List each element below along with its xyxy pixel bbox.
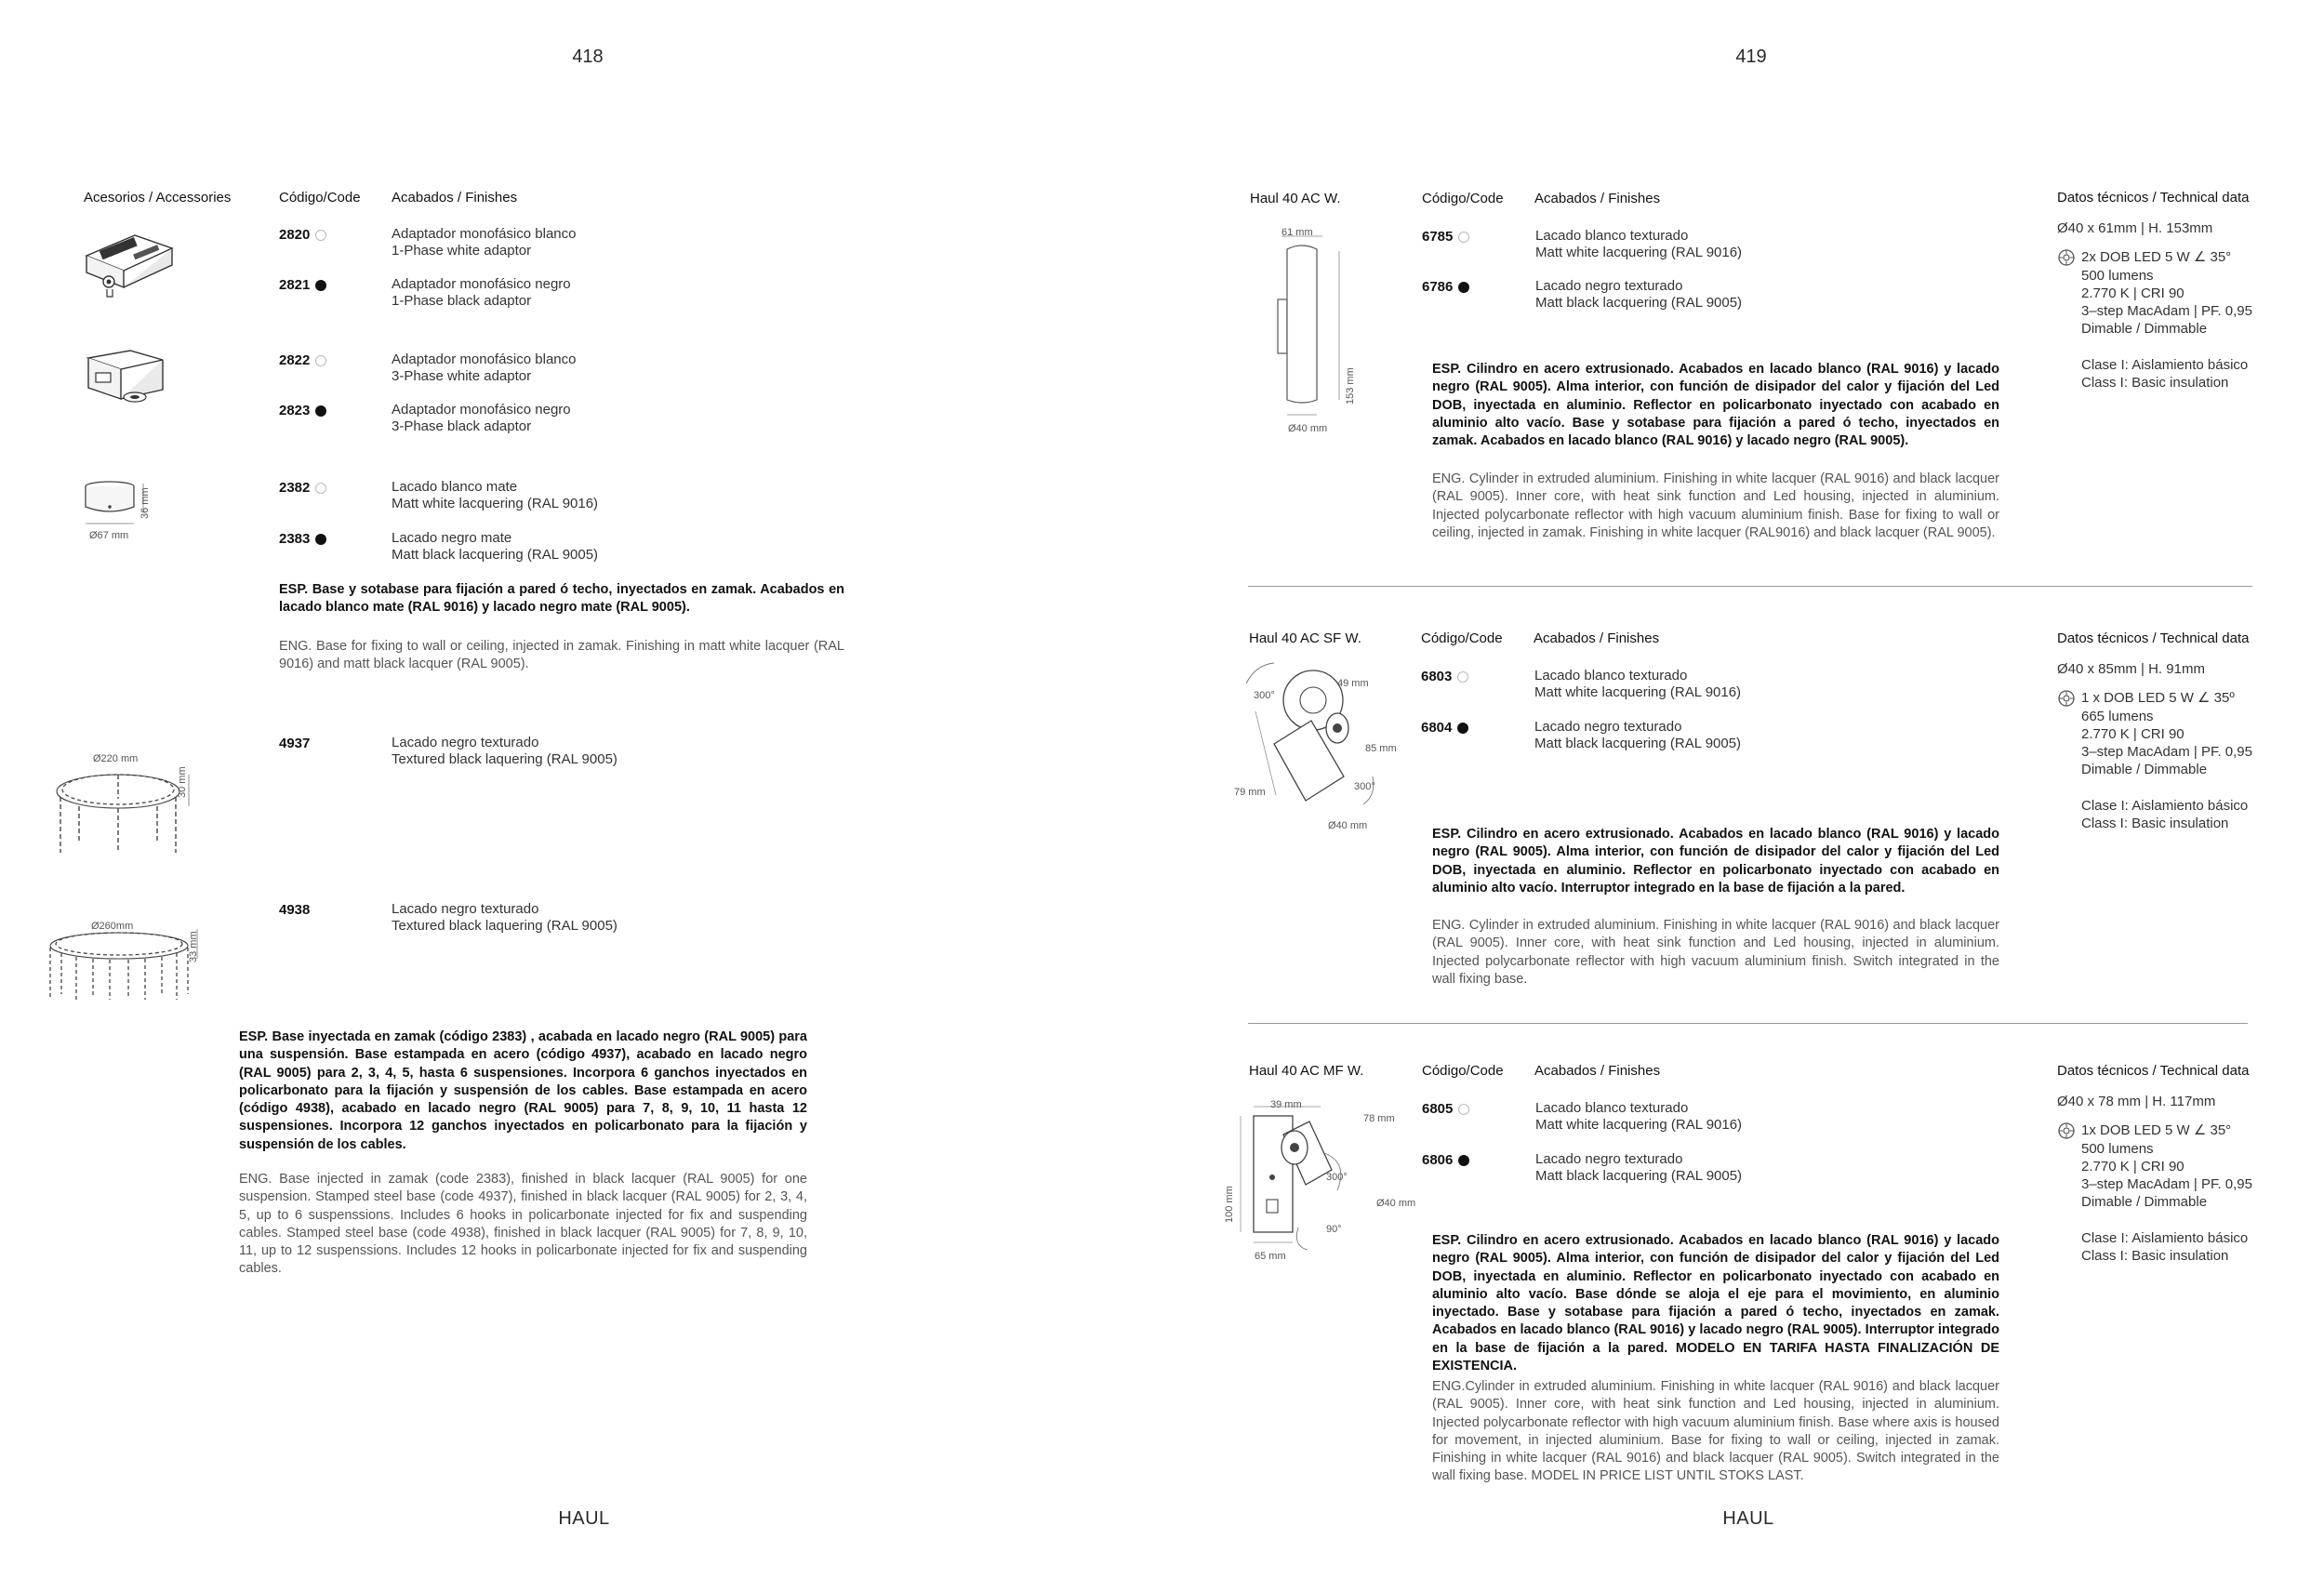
plate-6-diameter-dim: Ø220 mm <box>93 753 139 764</box>
tech-size: Ø40 x 85mm | H. 91mm <box>2057 661 2205 677</box>
finish-6805 <box>1535 1100 1742 1134</box>
finish-en: Matt black lacquering (RAL 9005) <box>1535 295 1743 311</box>
dim-width: 61 mm <box>1282 227 1313 238</box>
finish-es: Adaptador monofásico blanco <box>392 226 577 242</box>
code-value: 6805 <box>1422 1101 1454 1117</box>
code-2821 <box>279 277 326 293</box>
haul-40-ac-w-drawing <box>1265 232 1358 437</box>
plate-12-diameter-dim: Ø260mm <box>91 921 134 932</box>
white-swatch-icon <box>315 230 326 241</box>
code-header: Código/Code <box>1422 191 1504 206</box>
code-value: 2821 <box>279 277 311 293</box>
code-6803 <box>1421 669 1468 684</box>
dim-rotation-2: 90° <box>1326 1224 1342 1235</box>
finish-6803 <box>1534 668 1741 701</box>
code-value: 6803 <box>1421 669 1453 684</box>
code-2823 <box>279 403 326 418</box>
page-number-right: 419 <box>1735 46 1767 67</box>
finish-2382 <box>392 479 598 512</box>
finish-es: Lacado blanco mate <box>392 479 518 495</box>
code-value: 2820 <box>279 227 311 243</box>
dim-height: 100 mm <box>1224 1186 1235 1223</box>
product-1-description-en: ENG. Cylinder in extruded aluminium. Finishing in white lacquer (RAL 9016) and black lacquer (RAL 9005). Inner core, with heat sink function and Led housing, injected in aluminium. Injected polycarbonate reflector with high vacuum aluminium finish. Base for fixing to wall or ceiling, injected in zamak. Finishing in white lacquer (RAL9016) and black lacquer (RAL 9005). <box>1432 471 1999 540</box>
finish-es: Lacado negro texturado <box>392 735 539 750</box>
black-swatch-icon <box>1457 723 1468 734</box>
tech-macadam: 3–step MacAdam | PF. 0,95 <box>2081 1176 2252 1193</box>
tech-lumens: 500 lumens <box>2081 267 2154 284</box>
finishes-header: Acabados / Finishes <box>1534 191 1661 206</box>
base-height-dim: 36 mm <box>139 487 151 519</box>
code-header: Código/Code <box>1422 1063 1504 1079</box>
code-value: 6806 <box>1422 1152 1454 1168</box>
product-2-description-es: ESP. Cilindro en acero extrusionado. Acabados en lacado blanco (RAL 9016) y lacado negro (RAL 9005). Alma interior, con función de disipador del calor y fijación del Led DOB, inyectada en aluminio. Reflector en policarbonato inyectado con acabado en aluminio alto vacío. Interruptor integrado en la base de fijación a la pared. <box>1432 827 1999 896</box>
tech-class-es: Clase I: Aislamiento básico <box>2081 356 2249 373</box>
finish-en: Matt white lacquering (RAL 9016) <box>1535 1117 1743 1133</box>
black-swatch-icon <box>315 280 326 291</box>
section-divider <box>1248 586 2252 587</box>
finish-6785 <box>1535 228 1742 261</box>
finish-6786 <box>1535 278 1742 312</box>
black-swatch-icon <box>315 534 326 545</box>
dim-reach: 78 mm <box>1363 1113 1395 1124</box>
product-name-haul-40-ac-w: Haul 40 AC W. <box>1250 191 1341 206</box>
finish-es: Lacado negro texturado <box>1534 719 1682 735</box>
finish-es: Lacado negro texturado <box>392 901 539 917</box>
tech-led: 2x DOB LED 5 W ∠ 35° <box>2081 249 2232 266</box>
tech-data-haul-40-ac-mf-w <box>2057 1093 2252 1265</box>
tech-header: Datos técnicos / Technical data <box>2057 1063 2250 1079</box>
tech-data-haul-40-ac-w <box>2057 219 2252 391</box>
finishes-header: Acabados / Finishes <box>1534 1063 1661 1079</box>
dim-rotation-1: 300° <box>1254 690 1275 701</box>
one-phase-adaptor-illustration <box>79 228 181 302</box>
code-value: 6785 <box>1422 229 1454 245</box>
three-phase-adaptor-illustration <box>79 349 172 418</box>
dim-rotation-1: 300° <box>1326 1172 1348 1183</box>
product-3-description-en: ENG.Cylinder in extruded aluminium. Finishing in white lacquer (RAL 9016) and black lacquer (RAL 9005). Inner core, with heat sink function and Led housing, injected in aluminium. Injected polycarbonate reflector with high vacuum aluminium finish. Base where axis is housed for movement, in injected aluminium. Base for fixing to wall or ceiling, injected in zamak. Finishing in white lacquer (RAL 9016) and black lacquer (RAL 9005). Switch integrated in the wall fixing base. MODEL IN PRICE LIST UNTIL STOKS LAST. <box>1432 1379 1999 1484</box>
finish-es: Adaptador monofásico blanco <box>392 352 577 367</box>
code-header: Código/Code <box>1421 630 1503 646</box>
tech-dimmable: Dimable / Dimmable <box>2081 321 2208 338</box>
base-diameter-dim: Ø67 mm <box>89 530 129 541</box>
finish-es: Lacado blanco texturado <box>1535 1100 1689 1116</box>
base-description-en: ENG. Base for fixing to wall or ceiling, injected in zamak. Finishing in matt white lacquer (RAL 9016) and matt black lacquer (RAL 9005). <box>279 639 844 672</box>
finish-6806 <box>1535 1151 1742 1185</box>
finish-2823 <box>392 402 571 435</box>
finish-en: Matt white lacquering (RAL 9016) <box>1535 245 1743 260</box>
tech-led: 1x DOB LED 5 W ∠ 35° <box>2081 1122 2232 1139</box>
tech-header: Datos técnicos / Technical data <box>2057 630 2250 646</box>
code-4938 <box>279 902 310 918</box>
tech-lumens: 500 lumens <box>2081 1140 2154 1157</box>
dim-base: 65 mm <box>1255 1251 1286 1262</box>
code-2382 <box>279 480 326 496</box>
white-swatch-icon <box>315 355 326 366</box>
dim-height: 153 mm <box>1345 367 1356 405</box>
tech-macadam: 3–step MacAdam | PF. 0,95 <box>2081 744 2252 761</box>
tech-data-haul-40-ac-sf-w <box>2057 660 2252 832</box>
tech-macadam: 3–step MacAdam | PF. 0,95 <box>2081 303 2252 320</box>
code-value: 6804 <box>1421 720 1453 736</box>
product-1-description-es: ESP. Cilindro en acero extrusionado. Acabados en lacado blanco (RAL 9016) y lacado negro (RAL 9005). Alma interior, con función de disipador del calor y fijación del Led DOB, inyectada en aluminio. Reflector en policarbonato inyectado con acabado en aluminio alto vacío. Base y sotabase para fijación a pared ó techo, inyectados en zamak. Acabados en lacado blanco (RAL 9016) y lacado negro (RAL 9005). <box>1432 362 1999 449</box>
code-value: 2382 <box>279 480 311 496</box>
code-2820 <box>279 227 326 243</box>
footer-right: HAUL <box>1722 1508 1774 1529</box>
plate-12-height-dim: 33 mm <box>188 931 199 962</box>
plate-6-height-dim: 30 mm <box>177 766 188 798</box>
finish-es: Lacado blanco texturado <box>1534 668 1688 683</box>
finish-6804 <box>1534 719 1741 752</box>
finishes-header: Acabados / Finishes <box>392 190 518 206</box>
tech-cct: 2.770 K | CRI 90 <box>2081 285 2185 301</box>
code-6786 <box>1422 279 1469 295</box>
code-header: Código/Code <box>279 190 361 206</box>
black-swatch-icon <box>1458 1155 1469 1166</box>
code-value: 2822 <box>279 352 311 368</box>
product-3-description-es: ESP. Cilindro en acero extrusionado. Acabados en lacado blanco (RAL 9016) y lacado negro (RAL 9005). Alma interior, con función de disipador del calor y fijación del Led DOB, inyectada en aluminio. Reflector en policarbonato inyectado con acabado en aluminio alto vacío. Base dónde se aloja el eje para el movimiento, en aluminio inyectado. Base y sotabase para fijación a pared ó techo, inyectados en zamak. Acabados en lacado blanco (RAL 9016) y lacado negro (RAL 9005). Interruptor integrado en la base de fijación a la pared. MODELO EN TARIFA HASTA FINALIZACIÓN DE EXISTENCIA. <box>1432 1233 1999 1374</box>
code-value: 2823 <box>279 403 311 418</box>
tech-class-en: Class I: Basic insulation <box>2081 816 2229 832</box>
white-swatch-icon <box>315 483 326 494</box>
tech-dimmable: Dimable / Dimmable <box>2081 1194 2208 1211</box>
tech-size: Ø40 x 61mm | H. 153mm <box>2057 220 2213 236</box>
finish-es: Adaptador monofásico negro <box>392 402 571 418</box>
black-swatch-icon <box>315 405 326 417</box>
tech-led: 1 x DOB LED 5 W ∠ 35º <box>2081 690 2235 707</box>
finish-es: Lacado negro texturado <box>1535 278 1683 294</box>
finish-es: Lacado blanco texturado <box>1535 228 1689 244</box>
tech-class-es: Clase I: Aislamiento básico <box>2081 1229 2249 1246</box>
tech-class-en: Class I: Basic insulation <box>2081 1248 2229 1265</box>
finish-en: 3-Phase black adaptor <box>392 418 532 434</box>
tech-class-es: Clase I: Aislamiento básico <box>2081 797 2249 814</box>
led-chip-icon <box>2057 248 2076 267</box>
finishes-header: Acabados / Finishes <box>1534 630 1660 646</box>
tech-class-en: Class I: Basic insulation <box>2081 375 2229 391</box>
code-value: 6786 <box>1422 279 1454 295</box>
base-description-es: ESP. Base y sotabase para fijación a pared ó techo, inyectados en zamak. Acabados en lacado blanco mate (RAL 9016) y lacado negro mate (RAL 9005). <box>279 582 844 616</box>
suspension-description-en: ENG. Base injected in zamak (code 2383), finished in black lacquer (RAL 9005) for one suspension. Stamped steel base (code 4937), finished in black lacquer (RAL 9005) for 2, 3, 4, 5, up to 6 suspenssions. Includes 6 hooks in policarbonate injected for fix and suspending cables. Stamped steel base (code 4938), finished in black lacquer (RAL 9005) for 7, 8, 9, 10, 11, up to 12 suspenssions. Includes 12 hooks in policarbonate injected for fix and suspending cables. <box>239 1172 807 1277</box>
white-swatch-icon <box>1458 232 1469 243</box>
tech-dimmable: Dimable / Dimmable <box>2081 762 2208 778</box>
finish-en: 3-Phase white adaptor <box>392 368 532 384</box>
finish-2821 <box>392 276 571 310</box>
dim-rotation-2: 300° <box>1354 781 1375 792</box>
product-name-haul-40-ac-sf-w: Haul 40 AC SF W. <box>1249 630 1361 646</box>
code-2822 <box>279 352 326 368</box>
dim-width: 39 mm <box>1270 1099 1302 1110</box>
code-6805 <box>1422 1101 1469 1117</box>
finish-es: Lacado negro mate <box>392 530 512 546</box>
code-2383 <box>279 531 326 547</box>
dim-width: 49 mm <box>1337 678 1369 689</box>
finish-en: Matt white lacquering (RAL 9016) <box>1534 684 1742 700</box>
twelve-hook-plate-illustration <box>45 925 203 1004</box>
code-6804 <box>1421 720 1468 736</box>
code-4937 <box>279 736 310 751</box>
finish-en: Matt black lacquering (RAL 9005) <box>392 547 599 563</box>
code-6785 <box>1422 229 1469 245</box>
finish-en: 1-Phase black adaptor <box>392 293 532 309</box>
finish-4938 <box>392 901 618 935</box>
dim-diameter: Ø40 mm <box>1376 1198 1416 1209</box>
finish-2820 <box>392 226 576 259</box>
black-swatch-icon <box>1458 282 1469 293</box>
finish-es: Lacado negro texturado <box>1535 1151 1683 1167</box>
dim-depth: 79 mm <box>1234 787 1266 798</box>
code-value: 4938 <box>279 902 311 918</box>
finish-2822 <box>392 352 576 385</box>
accessories-header: Acesorios / Accessories <box>84 190 232 206</box>
tech-cct: 2.770 K | CRI 90 <box>2081 725 2185 742</box>
tech-size: Ø40 x 78 mm | H. 117mm <box>2057 1094 2216 1109</box>
finish-en: Matt black lacquering (RAL 9005) <box>1534 736 1742 751</box>
dim-diameter: Ø40 mm <box>1288 423 1328 434</box>
tech-cct: 2.770 K | CRI 90 <box>2081 1158 2185 1174</box>
finish-en: Matt white lacquering (RAL 9016) <box>392 496 599 511</box>
suspension-description-es: ESP. Base inyectada en zamak (código 2383) , acabada en lacado negro (RAL 9005) para una suspensión. Base estampada en acero (código 4937), acabado en lacado negro (RAL 9005) para 2, 3, 4, 5, hasta 6 suspensiones. Incorpora 6 ganchos inyectados en policarbonato para la fijación y suspensión de los cables. Base estampada en acero (código 4938), acabado en lacado negro (RAL 9005) para 7, 8, 9, 10, 11 hasta 12 suspensiones. Incorpora 12 ganchos inyectados en policarbonato para la fijación y suspensión de los cables. <box>239 1029 807 1152</box>
code-6806 <box>1422 1152 1469 1168</box>
finish-4937 <box>392 735 618 768</box>
finish-2383 <box>392 530 598 564</box>
finish-en: Textured black laquering (RAL 9005) <box>392 918 618 934</box>
white-swatch-icon <box>1457 671 1468 683</box>
product-name-haul-40-ac-mf-w: Haul 40 AC MF W. <box>1249 1063 1364 1079</box>
section-divider <box>1248 1023 2248 1024</box>
code-value: 4937 <box>279 736 311 751</box>
product-2-description-en: ENG. Cylinder in extruded aluminium. Finishing in white lacquer (RAL 9016) and black lacquer (RAL 9005). Inner core, with heat sink function and Led housing, injected in aluminium. Injected polycarbonate reflector with high vacuum aluminium finish. Switch integrated in the wall fixing base. <box>1432 918 1999 987</box>
led-chip-icon <box>2057 689 2076 708</box>
dim-height: 85 mm <box>1365 743 1397 754</box>
dim-diameter: Ø40 mm <box>1328 820 1368 831</box>
footer-left: HAUL <box>558 1508 610 1529</box>
tech-lumens: 665 lumens <box>2081 708 2154 724</box>
code-value: 2383 <box>279 531 311 547</box>
led-chip-icon <box>2057 1121 2076 1140</box>
page-number-left: 418 <box>572 46 604 67</box>
white-swatch-icon <box>1458 1104 1469 1115</box>
finish-es: Adaptador monofásico negro <box>392 276 571 292</box>
finish-en: Matt black lacquering (RAL 9005) <box>1535 1168 1743 1184</box>
finish-en: Textured black laquering (RAL 9005) <box>392 751 618 767</box>
finish-en: 1-Phase white adaptor <box>392 243 532 259</box>
tech-header: Datos técnicos / Technical data <box>2057 190 2250 206</box>
